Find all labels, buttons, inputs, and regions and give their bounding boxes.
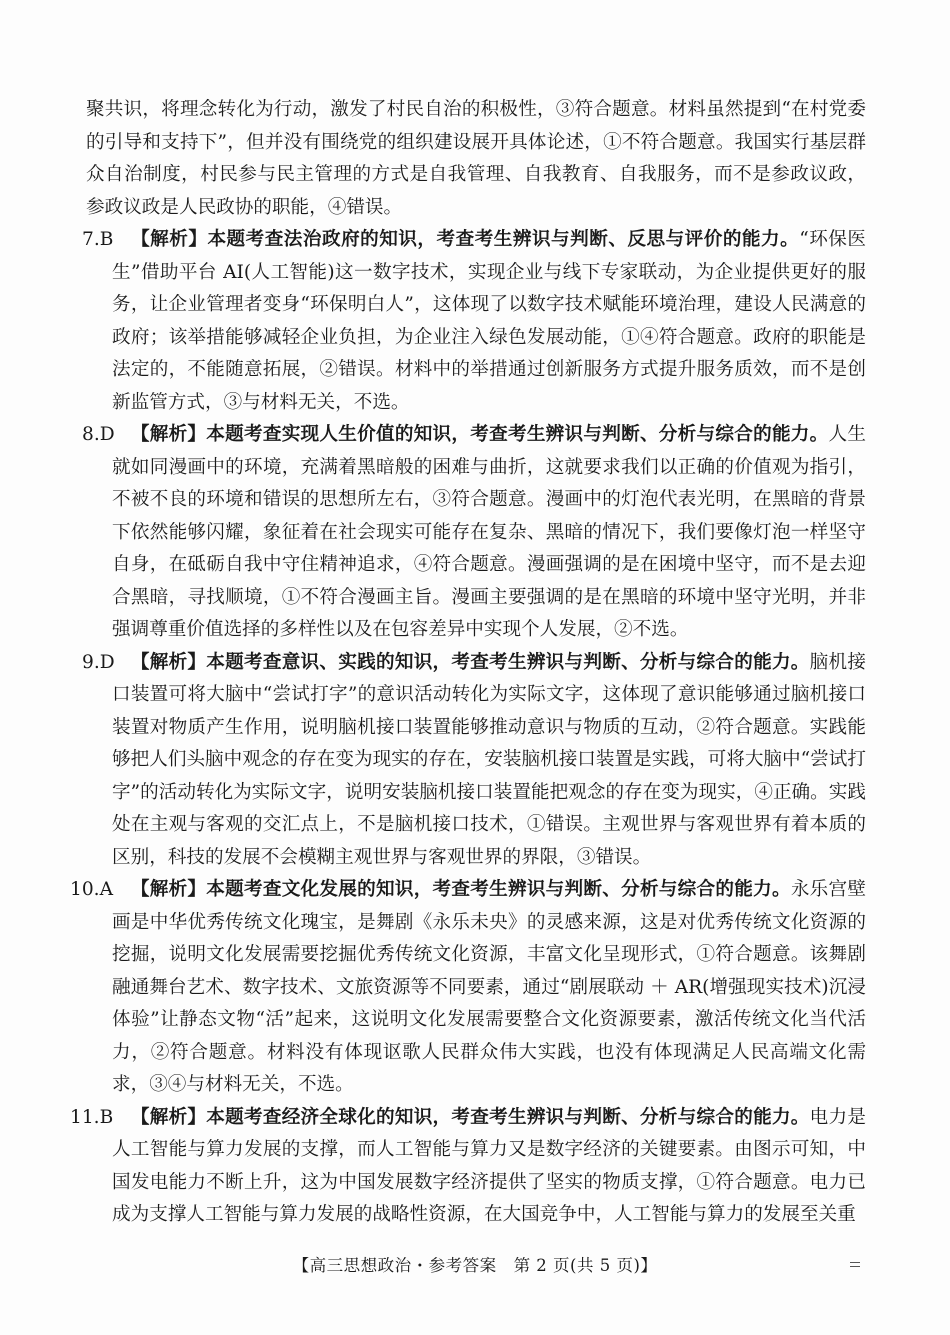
explanation xyxy=(112,652,866,868)
explanation-body: “环保医生”借助平台 AI(人工智能)这一数字技术，实现企业与线下专家联动，为企业提供更好的服务，让企业管理者变身“环保明白人”，这体现了以数字技术赋能环境治理，建设人民满意的政府；该举措能够减轻企业负担，为企业注入绿色发展动能，①④符合题意。政府的职能是法定的，不能随意拓展，②错误。材料中的举措通过创新服务方式提升服务质效，而不是创新监管方式，③与材料无关，不选。 xyxy=(112,229,866,413)
question-10 xyxy=(70,874,866,1102)
explanation xyxy=(112,424,866,640)
explanation-lead: 本题考查法治政府的知识，考查考生辨识与判断、反思与评价的能力。 xyxy=(207,229,800,250)
analysis-tag: 【解析】 xyxy=(130,879,207,900)
explanation-body: 永乐宫壁画是中华优秀传统文化瑰宝，是舞剧《永乐未央》的灵感来源，这是对优秀传统文化资源的挖掘，说明文化发展需要挖掘优秀传统文化资源，丰富文化呈现形式，①符合题意。该舞剧融通舞台艺术、数字技术、文旅资源等不同要素，通过“剧展联动 ＋ AR(增强现实技术)沉浸体验”让静态文物“活”起来，这说明文化发展需要整合文化资源要素，激活传统文化当代活力，②符合题意。材料没有体现讴歌人民群众伟大实践，也没有体现满足人民高端文化需求，③④与材料无关，不选。 xyxy=(112,879,866,1095)
explanation-lead: 本题考查经济全球化的知识，考查考生辨识与判断、分析与综合的能力。 xyxy=(206,1106,810,1128)
analysis-tag: 【解析】 xyxy=(130,424,207,445)
analysis-tag: 【解析】 xyxy=(130,651,207,673)
explanation xyxy=(112,1107,866,1226)
question-8 xyxy=(82,419,866,647)
analysis-tag: 【解析】 xyxy=(130,1106,207,1128)
question-number: 10.A xyxy=(70,879,114,900)
question-9 xyxy=(82,647,866,875)
explanation-lead: 本题考查文化发展的知识，考查考生辨识与判断、分析与综合的能力。 xyxy=(206,879,791,900)
footer-mark xyxy=(850,1262,860,1267)
analysis-tag: 【解析】 xyxy=(130,229,208,250)
question-number: 9.D xyxy=(82,651,115,673)
explanation-body: 人生就如同漫画中的环境，充满着黑暗般的困难与曲折，这就要求我们以正确的价值观为指引，不被不良的环境和错误的思想所左右，③符合题意。漫画中的灯泡代表光明，在黑暗的背景下依然能够闪耀，象征着在社会现实可能存在复杂、黑暗的情况下，我们要像灯泡一样坚守自身，在砥砺自我中守住精神追求，④符合题意。漫画强调的是在困境中坚守，而不是去迎合黑暗，寻找顺境，①不符合漫画主旨。漫画主要强调的是在黑暗的环境中坚守光明，并非强调尊重价值选择的多样性以及在包容差异中实现个人发展，②不选。 xyxy=(112,424,866,640)
explanation-body: 电力是人工智能与算力发展的支撑，而人工智能与算力又是数字经济的关键要素。由图示可知，中国发电能力不断上升，这为中国发展数字经济提供了坚实的物质支撑，①符合题意。电力已成为支撑人工智能与算力发展的战略性资源，在大国竞争中，人工智能与算力的发展至关重 xyxy=(112,1106,866,1225)
question-7 xyxy=(82,224,866,419)
continued-explanation: 聚共识，将理念转化为行动，激发了村民自治的积极性，③符合题意。材料虽然提到“在村党委的引导和支持下”，但并没有围绕党的组织建设展开具体论述，①不符合题意。我国实行基层群众自治制度，村民参与民主管理的方式是自我管理、自我教育、自我服务，而不是参政议政，参政议政是人民政协的职能，④错误。 xyxy=(86,99,866,218)
explanation-lead: 本题考查意识、实践的知识，考查考生辨识与判断、分析与综合的能力。 xyxy=(206,651,810,673)
explanation-body: 脑机接口装置可将大脑中“尝试打字”的意识活动转化为实际文字，这体现了意识能够通过脑机接口装置对物质产生作用，说明脑机接口装置能够推动意识与物质的互动，②符合题意。实践能够把人们头脑中观念的存在变为现实的存在，安装脑机接口装置是实践，可将大脑中“尝试打字”的活动转化为实际文字，说明安装脑机接口装置能把观念的存在变为现实，④正确。实践处在主观与客观的交汇点上，不是脑机接口技术，①错误。主观世界与客观世界有着本质的区别，科技的发展不会模糊主观世界与客观世界的界限，③错误。 xyxy=(112,651,866,868)
explanation xyxy=(112,879,866,1095)
question-number: 8.D xyxy=(82,424,115,445)
question-number: 7.B xyxy=(82,229,114,250)
explanation xyxy=(112,229,866,413)
page-footer: 【高三思想政治・参考答案 第 2 页(共 5 页)】 xyxy=(292,1256,658,1275)
question-number: 11.B xyxy=(70,1106,114,1128)
explanation-lead: 本题考查实现人生价值的知识，考查考生辨识与判断、分析与综合的能力。 xyxy=(206,424,829,445)
question-11 xyxy=(70,1102,866,1232)
answer-content xyxy=(70,94,866,1232)
